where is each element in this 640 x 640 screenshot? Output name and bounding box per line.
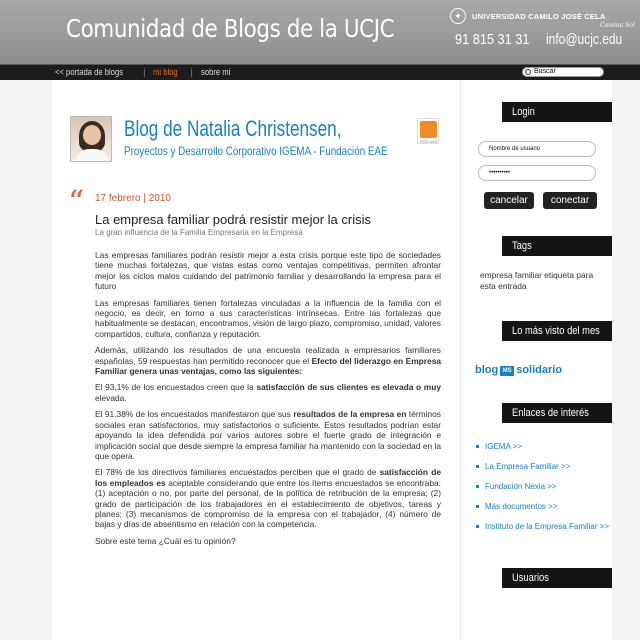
site-title[interactable]: Comunidad de Blogs de la UCJC [66, 14, 395, 43]
list-item [476, 502, 616, 512]
link-igema[interactable]: IGEMA >> [485, 442, 522, 451]
nav-link-mi-blog[interactable]: mi blog [153, 67, 179, 77]
email-link[interactable]: info@ucjc.edu [546, 31, 623, 48]
search-icon [525, 69, 531, 75]
paragraph: El 91.38% de los encuestados manifestaron que sus resultados de la empresa en términos sociales eran satisfactorios, muy satisfactorios o suficiente. Estos resultados podrían estar apoyando la idea defendida por varios autores sobre el fuerte grado de integración e implicación social que desde siempre la empresa familiar ha mantenido con la sociedad en la que opera. [95, 409, 441, 461]
link-empresa-familiar[interactable]: La Empresa Familiar >> [485, 462, 571, 471]
quote-icon: “ [68, 183, 85, 221]
nav-link-portada[interactable]: << portada de blogs [55, 67, 124, 77]
list-item [476, 442, 616, 452]
post-title[interactable]: La empresa familiar podrá resistir mejor la crisis [95, 212, 371, 227]
links-header: Enlaces de interés [502, 403, 612, 423]
university-tagline: Camina Sol [600, 22, 635, 29]
post-subtitle: La gran influencia de la Familia Empresaria en la Empresa [95, 228, 303, 237]
cancel-button[interactable]: cancelar [484, 192, 534, 209]
university-name: UNIVERSIDAD CAMILO JOSÉ CELA [472, 11, 606, 21]
rss-icon[interactable] [417, 118, 439, 144]
list-item [476, 482, 616, 492]
list-item [476, 522, 616, 532]
paragraph: El 78% de los directivos familiares encuestados perciben que el grado de satisfacción de los empleados es aceptable considerando que entre los ítems encuestados se encontraba: (1) aceptación o no, por parte del personal, de la política de retribución de la empresa; (2) grado de participación de los trabajadores en el establecimiento de objetivos, tareas y planes; (3) mecanismos de compromiso de la empresa con el trabajador, (4) número de bajas y días de absentismo en relación con la competencia. [95, 467, 441, 530]
nav-link-sobre-mi[interactable]: sobre mi [200, 67, 231, 77]
university-logo[interactable] [450, 8, 635, 29]
tags-header: Tags [502, 236, 612, 256]
blog-title[interactable]: Blog de Natalia Christensen, [124, 116, 342, 141]
list-item [476, 462, 616, 472]
links-list [476, 442, 616, 542]
link-mas-documentos[interactable]: Más documentos >> [485, 502, 558, 511]
connect-button[interactable]: conectar [543, 192, 597, 209]
paragraph: Además, utilizando los resultados de una encuesta realizada a empresarios familiares españolas, 59 respuestas han permitido reconocer que el Efecto del liderazgo en Empresa Familiar genera unas ventajas, como las siguientes: [95, 345, 442, 377]
nav-links [55, 67, 243, 77]
post-date: 17 febrero | 2010 [95, 193, 171, 204]
author-avatar [70, 116, 112, 162]
most-viewed-header: Lo más visto del mes [502, 321, 612, 341]
username-input[interactable]: Nombre de usuario [478, 141, 596, 157]
tags-text[interactable]: empresa familiar etiqueta para esta entrada [480, 270, 594, 291]
post-body [95, 250, 441, 552]
search-input[interactable]: Buscar [522, 67, 604, 77]
link-instituto[interactable]: Instituto de la Empresa Familiar >> [485, 522, 610, 531]
paragraph: El 93,1% de los encuestados creen que la satisfacción de sus clientes es elevada o muy elevada. [95, 382, 442, 403]
paragraph: Las empresas familiares podrán resistir mejor a esta crisis porque este tipo de sociedades tiene muchas fortalezas, que vistas estas como ventajas competitivas, permiten afrontar mejor los ciclos malos cuidando del patrimonio familiar y desarrollando la empresa para el futuro [95, 250, 441, 292]
login-header: Login [502, 102, 612, 122]
sidebar [460, 80, 612, 640]
university-icon: ✦ [450, 8, 466, 24]
site-header [0, 0, 640, 64]
paragraph: Las empresas familiares tienen fortalezas vinculadas a la influencia de la familia con el negocio, es decir, en torno a sus características intrínsecas. Entre las fortalezas que habitualmente se destacan, encontramos, visión de largo plazo, compromiso, unidad, valores compartidos, cultura, confianza y reputación. [95, 297, 441, 339]
phone-number: 91 815 31 31 [455, 31, 530, 48]
nav-separator: | [190, 67, 193, 77]
nav-separator: | [143, 67, 146, 77]
users-header: Usuarios [502, 568, 612, 588]
password-input[interactable]: •••••••••• [478, 165, 596, 181]
link-fundacion-nexia[interactable]: Fundación Nexia >> [485, 482, 557, 491]
paragraph: Sobre este tema ¿Cuál es tu opinión? [95, 535, 236, 546]
blog-subtitle: Proyectos y Desarrollo Corporativo IGEMA - Fundación EAE [124, 144, 388, 158]
rss-label: RSS feed [420, 139, 438, 144]
blog-solidario-logo[interactable]: blog MS solidario [475, 364, 563, 376]
